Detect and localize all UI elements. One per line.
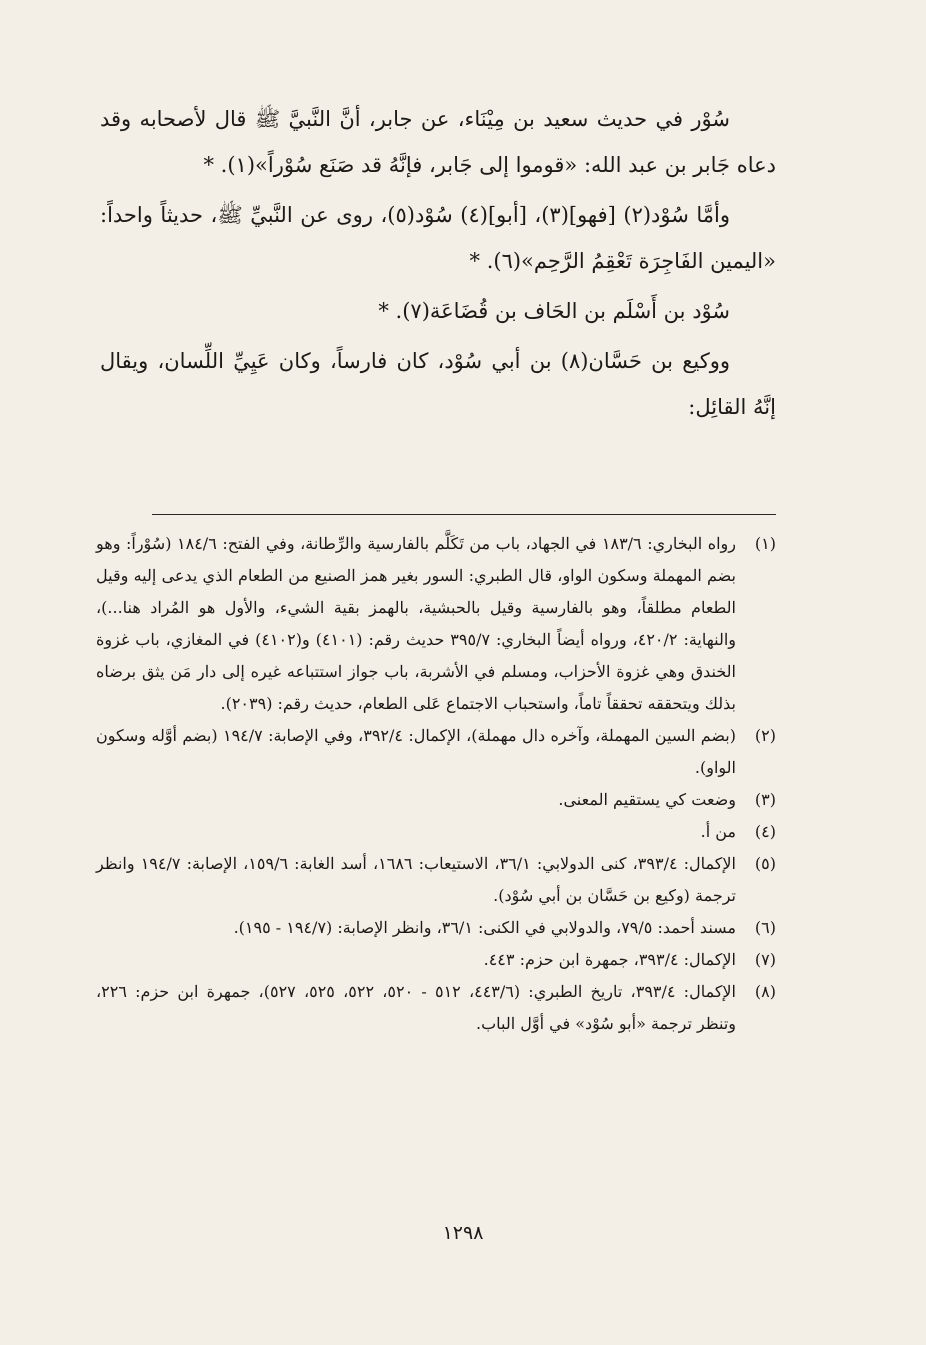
paragraph-suwar: سُوْر في حديث سعيد بن مِيْنَاء، عن جابر، أنَّ النَّبيَّ ﷺ قال لأصحابه وقد دعاه جَابر بن عبد الله: «قوموا إلى جَابر، فإنَّهُ قد صَنَع سُوْراً»(١). * bbox=[100, 107, 776, 177]
footnote-number: (٧) bbox=[754, 950, 776, 969]
footnote-text: مسند أحمد: ٧٩/٥، والدولابي في الكنى: ٣٦/١، وانظر الإصابة: (١٩٤/٧ - ١٩٥). bbox=[233, 918, 736, 937]
footnote-5 bbox=[96, 848, 776, 912]
footnote-number: (٦) bbox=[754, 918, 776, 937]
footnote-number: (٨) bbox=[754, 982, 776, 1001]
footnotes bbox=[96, 528, 776, 1040]
footnote-1 bbox=[96, 528, 776, 720]
footnote-text: من أ. bbox=[700, 822, 736, 841]
footnote-number: (٣) bbox=[754, 790, 776, 809]
footnote-8 bbox=[96, 976, 776, 1040]
footnote-text: (بضم السين المهملة، وآخره دال مهملة)، الإكمال: ٣٩٢/٤، وفي الإصابة: ١٩٤/٧ (بضم أوَّله وسكون الواو). bbox=[96, 726, 736, 777]
footnote-7 bbox=[96, 944, 776, 976]
footnote-text: الإكمال: ٣٩٣/٤، تاريخ الطبري: (٤٤٣/٦، ٥١٢ - ٥٢٠، ٥٢٢، ٥٢٥، ٥٢٧)، جمهرة ابن حزم: ٢٢٦، وتنظر ترجمة «أبو سُوْد» في أوَّل الباب. bbox=[96, 982, 737, 1033]
footnote-number: (٢) bbox=[754, 726, 776, 745]
paragraph-suwd-ibn-aslam: سُوْد بن أَسْلَم بن الحَاف بن قُضَاعَة(٧). * bbox=[378, 299, 730, 323]
footnote-3 bbox=[96, 784, 776, 816]
footnote-number: (٥) bbox=[754, 854, 776, 873]
footnote-number: (٤) bbox=[754, 822, 776, 841]
paragraph-suwd: وأمَّا سُوْد(٢) [فهو](٣)، [أبو](٤) سُوْد(٥)، روى عن النَّبيِّ ﷺ، حديثاً واحداً: «اليمين الفَاجِرَة تَعْقِمُ الرَّحِم»(٦). * bbox=[100, 203, 776, 273]
page-number: ١٢٩٨ bbox=[442, 1222, 484, 1244]
footnote-divider bbox=[152, 514, 776, 515]
paragraph-waki: ووكيع بن حَسَّان(٨) بن أبي سُوْد، كان فارساً، وكان عَيِيِّ اللِّسان، ويقال إنَّهُ القائِل: bbox=[100, 349, 776, 419]
footnote-text: وضعت كي يستقيم المعنى. bbox=[558, 790, 736, 809]
main-text bbox=[100, 96, 776, 434]
footnote-2 bbox=[96, 720, 776, 784]
footnote-text: الإكمال: ٣٩٣/٤، كنى الدولابي: ٣٦/١، الاستيعاب: ١٦٨٦، أسد الغابة: ١٥٩/٦، الإصابة: ١٩٤/٧ وانظر ترجمة (وكيع بن حَسَّان بن أبي سُوْد). bbox=[96, 854, 736, 905]
footnote-6 bbox=[96, 912, 776, 944]
footnote-number: (١) bbox=[754, 534, 776, 553]
footnote-4 bbox=[96, 816, 776, 848]
footnote-text: رواه البخاري: ١٨٣/٦ في الجهاد، باب من تَكَلَّم بالفارسية والرِّطانة، وفي الفتح: ١٨٤/٦ (سُوْراً: وهو بضم المهملة وسكون الواو، قال الطبري: السور بغير همز الصنيع من الطعام الذي يدعى إليه وقيل الطعام مطلقاً، وهو بالفارسية وقيل بالحبشية، بالهمز بقية الشيء، والأول هو المُراد هنا...)، والنهاية: ٤٢٠/٢، ورواه أيضاً البخاري: ٣٩٥/٧ حديث رقم: (٤١٠١) و(٤١٠٢) في المغازي، باب غزوة الخندق وهي غزوة الأحزاب، ومسلم في الأشربة، باب جواز استتباعه غيره إلى دار مَن يثق برضاه بذلك ويتحققه تحققاً تاماً، واستحباب الاجتماع عَلى الطعام، حديث رقم: (٢٠٣٩). bbox=[96, 534, 737, 713]
footnote-text: الإكمال: ٣٩٣/٤، جمهرة ابن حزم: ٤٤٣. bbox=[483, 950, 736, 969]
